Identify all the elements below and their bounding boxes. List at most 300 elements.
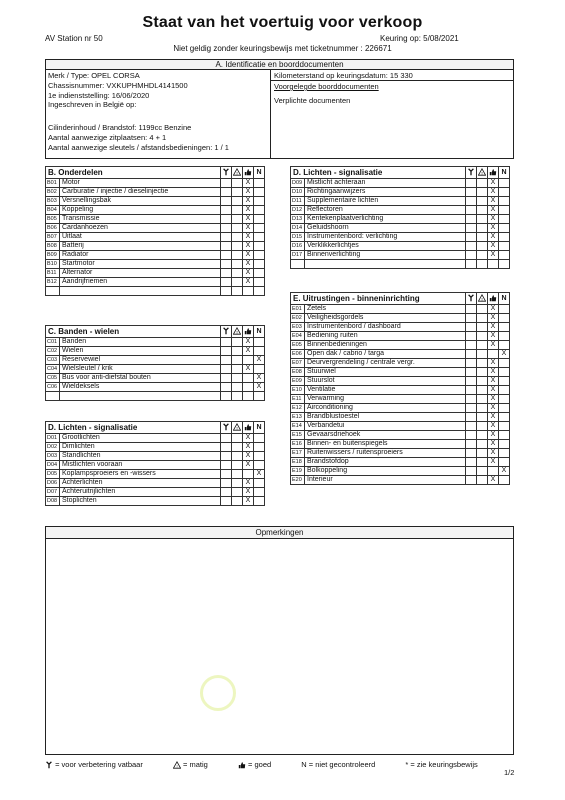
empty-cell bbox=[499, 179, 510, 188]
thumbs-up-icon bbox=[243, 422, 254, 434]
item-code: D03 bbox=[46, 452, 60, 461]
checklist-row bbox=[291, 197, 510, 206]
empty-cell bbox=[499, 449, 510, 458]
checkmark-x: X bbox=[254, 356, 265, 365]
item-code: E05 bbox=[291, 341, 305, 350]
empty-cell bbox=[254, 251, 265, 260]
checklist-row bbox=[46, 206, 265, 215]
thumbs-up-icon bbox=[488, 293, 499, 305]
not-checked-column-header: N bbox=[499, 167, 510, 179]
empty-cell bbox=[221, 224, 232, 233]
empty-cell bbox=[254, 242, 265, 251]
item-label: Uitlaat bbox=[60, 233, 221, 242]
empty-cell bbox=[477, 260, 488, 269]
checkmark-x: X bbox=[488, 305, 499, 314]
empty-cell bbox=[499, 197, 510, 206]
empty-cell bbox=[254, 434, 265, 443]
checklist-row bbox=[46, 287, 265, 296]
vehicle-make: Merk / Type: OPEL CORSA bbox=[48, 71, 140, 80]
empty-cell bbox=[488, 260, 499, 269]
item-label: Cardanhoezen bbox=[60, 224, 221, 233]
empty-cell bbox=[499, 206, 510, 215]
item-label: Standlichten bbox=[60, 452, 221, 461]
empty-cell bbox=[254, 269, 265, 278]
seat-count: Aantal aanwezige zitplaatsen: 4 + 1 bbox=[48, 133, 167, 142]
empty-cell bbox=[221, 461, 232, 470]
checkmark-x: X bbox=[499, 467, 510, 476]
item-label bbox=[305, 260, 466, 269]
empty-cell bbox=[254, 188, 265, 197]
checkmark-x: X bbox=[243, 179, 254, 188]
thumbs-up-icon bbox=[488, 167, 499, 179]
item-label: Instrumentenbord / dashboard bbox=[305, 323, 466, 332]
item-label: Open dak / cabrio / targa bbox=[305, 350, 466, 359]
checkmark-x: X bbox=[488, 323, 499, 332]
item-code: B09 bbox=[46, 251, 60, 260]
item-label: Reservewiel bbox=[60, 356, 221, 365]
empty-cell bbox=[221, 347, 232, 356]
checklist-row bbox=[291, 377, 510, 386]
item-label: Startmotor bbox=[60, 260, 221, 269]
item-code: D06 bbox=[46, 479, 60, 488]
empty-cell bbox=[499, 440, 510, 449]
empty-cell bbox=[254, 260, 265, 269]
checklist-row bbox=[46, 383, 265, 392]
item-code: C01 bbox=[46, 338, 60, 347]
checkmark-x: X bbox=[243, 434, 254, 443]
thumbs-up-icon bbox=[243, 326, 254, 338]
checklist-row bbox=[291, 368, 510, 377]
item-code bbox=[46, 287, 60, 296]
empty-cell bbox=[477, 197, 488, 206]
empty-cell bbox=[254, 287, 265, 296]
item-code: D17 bbox=[291, 251, 305, 260]
empty-cell bbox=[499, 368, 510, 377]
checkmark-x: X bbox=[243, 224, 254, 233]
empty-cell bbox=[221, 443, 232, 452]
checklist-row bbox=[291, 404, 510, 413]
item-label: Kentekenplaatverlichting bbox=[305, 215, 466, 224]
empty-cell bbox=[477, 386, 488, 395]
item-label bbox=[60, 287, 221, 296]
empty-cell bbox=[477, 206, 488, 215]
empty-cell bbox=[232, 356, 243, 365]
checkmark-x: X bbox=[488, 440, 499, 449]
empty-cell bbox=[243, 287, 254, 296]
checklist-row bbox=[291, 242, 510, 251]
item-code: B11 bbox=[46, 269, 60, 278]
empty-cell bbox=[499, 395, 510, 404]
checkmark-x: X bbox=[254, 470, 265, 479]
item-label: Mistlichten vooraan bbox=[60, 461, 221, 470]
empty-cell bbox=[477, 251, 488, 260]
checkmark-x: X bbox=[243, 242, 254, 251]
checklist-row bbox=[46, 461, 265, 470]
item-code: C02 bbox=[46, 347, 60, 356]
wrench-icon bbox=[221, 422, 232, 434]
item-code: C05 bbox=[46, 374, 60, 383]
checklist-row bbox=[46, 443, 265, 452]
empty-cell bbox=[499, 242, 510, 251]
item-label: Aandrijfriemen bbox=[60, 278, 221, 287]
engine-fuel: Cilinderinhoud / Brandstof: 1199cc Benzine bbox=[48, 123, 192, 132]
empty-cell bbox=[477, 476, 488, 485]
checklist-row bbox=[46, 233, 265, 242]
empty-cell bbox=[477, 377, 488, 386]
empty-cell bbox=[232, 374, 243, 383]
checklist-row bbox=[291, 431, 510, 440]
item-label: Koppeling bbox=[60, 206, 221, 215]
checklist-row bbox=[46, 374, 265, 383]
checkmark-x: X bbox=[243, 197, 254, 206]
item-code: E09 bbox=[291, 377, 305, 386]
item-code: E03 bbox=[291, 323, 305, 332]
empty-cell bbox=[499, 458, 510, 467]
empty-cell bbox=[477, 215, 488, 224]
item-label: Supplementaire lichten bbox=[305, 197, 466, 206]
section_d_right-title: D. Lichten - signalisatie bbox=[291, 167, 466, 179]
empty-cell bbox=[243, 383, 254, 392]
item-code: E13 bbox=[291, 413, 305, 422]
empty-cell bbox=[243, 392, 254, 401]
checkmark-x: X bbox=[488, 422, 499, 431]
empty-cell bbox=[499, 323, 510, 332]
empty-cell bbox=[499, 215, 510, 224]
section_b-title: B. Onderdelen bbox=[46, 167, 221, 179]
checkmark-x: X bbox=[488, 359, 499, 368]
empty-cell bbox=[254, 338, 265, 347]
item-label: Richtingaanwijzers bbox=[305, 188, 466, 197]
empty-cell bbox=[499, 224, 510, 233]
empty-cell bbox=[499, 314, 510, 323]
item-code: E15 bbox=[291, 431, 305, 440]
item-label: Reflectoren bbox=[305, 206, 466, 215]
empty-cell bbox=[221, 497, 232, 506]
empty-cell bbox=[232, 197, 243, 206]
checkmark-x: X bbox=[488, 242, 499, 251]
item-label: Motor bbox=[60, 179, 221, 188]
item-label: Koplampsproeiers en -wissers bbox=[60, 470, 221, 479]
empty-cell bbox=[466, 422, 477, 431]
item-code: D01 bbox=[46, 434, 60, 443]
empty-cell bbox=[232, 338, 243, 347]
checkmark-x: X bbox=[488, 251, 499, 260]
checkmark-x: X bbox=[243, 338, 254, 347]
item-code: D15 bbox=[291, 233, 305, 242]
section-identification bbox=[45, 59, 514, 159]
item-code: D04 bbox=[46, 461, 60, 470]
empty-cell bbox=[221, 338, 232, 347]
checkmark-x: X bbox=[488, 476, 499, 485]
watermark-seal bbox=[200, 675, 236, 711]
empty-cell bbox=[221, 233, 232, 242]
item-label: Airconditioning bbox=[305, 404, 466, 413]
empty-cell bbox=[477, 305, 488, 314]
empty-cell bbox=[466, 305, 477, 314]
empty-cell bbox=[221, 374, 232, 383]
checklist-row bbox=[46, 338, 265, 347]
empty-cell bbox=[221, 242, 232, 251]
empty-cell bbox=[254, 497, 265, 506]
warning-triangle-icon bbox=[232, 326, 243, 338]
empty-cell bbox=[254, 278, 265, 287]
empty-cell bbox=[232, 188, 243, 197]
empty-cell bbox=[254, 452, 265, 461]
checkmark-x: X bbox=[488, 386, 499, 395]
empty-cell bbox=[466, 215, 477, 224]
wrench-icon bbox=[45, 761, 53, 769]
empty-cell bbox=[254, 215, 265, 224]
empty-cell bbox=[254, 347, 265, 356]
empty-cell bbox=[477, 242, 488, 251]
empty-cell bbox=[466, 224, 477, 233]
checkmark-x: X bbox=[243, 461, 254, 470]
checkmark-x: X bbox=[243, 452, 254, 461]
empty-cell bbox=[243, 374, 254, 383]
legend-repair: = voor verbetering vatbaar bbox=[45, 760, 145, 769]
checkmark-x: X bbox=[488, 413, 499, 422]
legend-matig: ! = matig bbox=[173, 760, 210, 769]
checklist-row bbox=[291, 224, 510, 233]
empty-cell bbox=[221, 260, 232, 269]
empty-cell bbox=[232, 260, 243, 269]
page-number: 1/2 bbox=[504, 768, 515, 777]
checklist-row bbox=[291, 458, 510, 467]
checkmark-x: X bbox=[488, 341, 499, 350]
empty-cell bbox=[477, 395, 488, 404]
item-code: E16 bbox=[291, 440, 305, 449]
empty-cell bbox=[232, 233, 243, 242]
empty-cell bbox=[499, 251, 510, 260]
item-label: Batterij bbox=[60, 242, 221, 251]
checklist-uitrustingen bbox=[290, 292, 510, 485]
submitted-documents: Voorgelegde boorddocumenten bbox=[274, 82, 379, 91]
checklist-row bbox=[291, 305, 510, 314]
checklist-row bbox=[46, 242, 265, 251]
empty-cell bbox=[477, 404, 488, 413]
legend-niet-gecontroleerd: N = niet gecontroleerd bbox=[301, 760, 376, 769]
empty-cell bbox=[499, 233, 510, 242]
empty-cell bbox=[477, 332, 488, 341]
item-label: Stoplichten bbox=[60, 497, 221, 506]
checkmark-x: X bbox=[488, 395, 499, 404]
empty-cell bbox=[499, 188, 510, 197]
svg-text:!: ! bbox=[236, 170, 238, 176]
empty-cell bbox=[221, 479, 232, 488]
checkmark-x: X bbox=[254, 374, 265, 383]
empty-cell bbox=[477, 323, 488, 332]
wrench-icon bbox=[221, 167, 232, 179]
section_e-title: E. Uitrustingen - binneninrichting bbox=[291, 293, 466, 305]
thumbs-up-icon bbox=[243, 167, 254, 179]
checklist-row bbox=[46, 188, 265, 197]
checkmark-x: X bbox=[243, 206, 254, 215]
checkmark-x: X bbox=[488, 314, 499, 323]
empty-cell bbox=[466, 467, 477, 476]
item-code: D10 bbox=[291, 188, 305, 197]
item-label: Binnenverlichting bbox=[305, 251, 466, 260]
empty-cell bbox=[232, 443, 243, 452]
empty-cell bbox=[466, 323, 477, 332]
checklist-lichten-rechts bbox=[290, 166, 510, 269]
empty-cell bbox=[477, 431, 488, 440]
item-label: Geluidshoorn bbox=[305, 224, 466, 233]
item-code: E01 bbox=[291, 305, 305, 314]
item-code: B06 bbox=[46, 224, 60, 233]
odometer: Kilometerstand op keuringsdatum: 15 330 bbox=[274, 71, 413, 80]
empty-cell bbox=[477, 449, 488, 458]
empty-cell bbox=[477, 467, 488, 476]
item-code: B05 bbox=[46, 215, 60, 224]
item-code: B12 bbox=[46, 278, 60, 287]
empty-cell bbox=[232, 479, 243, 488]
empty-cell bbox=[466, 359, 477, 368]
empty-cell bbox=[232, 365, 243, 374]
empty-cell bbox=[221, 215, 232, 224]
item-label: Binnenbedieningen bbox=[305, 341, 466, 350]
empty-cell bbox=[232, 392, 243, 401]
item-label: Alternator bbox=[60, 269, 221, 278]
empty-cell bbox=[499, 305, 510, 314]
checklist-row bbox=[291, 251, 510, 260]
empty-cell bbox=[232, 488, 243, 497]
chassis-number: Chassisnummer: VXKUPHMHDL4141500 bbox=[48, 81, 188, 90]
item-label: Grootlichten bbox=[60, 434, 221, 443]
item-code: E04 bbox=[291, 332, 305, 341]
checklist-row bbox=[46, 179, 265, 188]
empty-cell bbox=[221, 488, 232, 497]
checklist-row bbox=[46, 365, 265, 374]
svg-text:!: ! bbox=[176, 763, 178, 769]
item-label: Wielsleutel / krik bbox=[60, 365, 221, 374]
item-code: C03 bbox=[46, 356, 60, 365]
empty-cell bbox=[221, 383, 232, 392]
checkmark-x: X bbox=[488, 179, 499, 188]
wrench-icon bbox=[466, 167, 477, 179]
empty-cell bbox=[477, 458, 488, 467]
empty-cell bbox=[243, 470, 254, 479]
validity-notice: Niet geldig zonder keuringsbewijs met ticketnummer : 226671 bbox=[173, 44, 392, 53]
checklist-row bbox=[291, 332, 510, 341]
empty-cell bbox=[232, 278, 243, 287]
checklist-banden-wielen bbox=[45, 325, 265, 401]
item-code: E07 bbox=[291, 359, 305, 368]
checklist-row bbox=[291, 179, 510, 188]
empty-cell bbox=[232, 461, 243, 470]
empty-cell bbox=[466, 314, 477, 323]
empty-cell bbox=[254, 233, 265, 242]
empty-cell bbox=[232, 452, 243, 461]
warning-triangle-icon bbox=[477, 167, 488, 179]
empty-cell bbox=[221, 197, 232, 206]
empty-cell bbox=[477, 359, 488, 368]
item-label: Wieldeksels bbox=[60, 383, 221, 392]
item-code: E18 bbox=[291, 458, 305, 467]
checklist-row bbox=[46, 347, 265, 356]
empty-cell bbox=[466, 431, 477, 440]
empty-cell bbox=[499, 413, 510, 422]
checklist-row bbox=[291, 359, 510, 368]
checkmark-x: X bbox=[488, 449, 499, 458]
page-title: Staat van het voertuig voor verkoop bbox=[142, 14, 423, 31]
not-checked-column-header: N bbox=[254, 422, 265, 434]
empty-cell bbox=[254, 197, 265, 206]
checklist-row bbox=[291, 314, 510, 323]
checkmark-x: X bbox=[488, 368, 499, 377]
checklist-row bbox=[291, 386, 510, 395]
empty-cell bbox=[254, 392, 265, 401]
empty-cell bbox=[221, 251, 232, 260]
item-label: Brandstofdop bbox=[305, 458, 466, 467]
empty-cell bbox=[232, 215, 243, 224]
item-label: Binnen- en buitenspiegels bbox=[305, 440, 466, 449]
checklist-row bbox=[291, 449, 510, 458]
empty-cell bbox=[499, 431, 510, 440]
checklist-row bbox=[291, 440, 510, 449]
empty-cell bbox=[466, 341, 477, 350]
empty-cell bbox=[477, 350, 488, 359]
item-code: E10 bbox=[291, 386, 305, 395]
checkmark-x: X bbox=[488, 377, 499, 386]
empty-cell bbox=[466, 206, 477, 215]
empty-cell bbox=[232, 251, 243, 260]
empty-cell bbox=[466, 233, 477, 242]
empty-cell bbox=[499, 476, 510, 485]
required-documents: Verplichte documenten bbox=[274, 96, 351, 105]
empty-cell bbox=[232, 383, 243, 392]
checkmark-x: X bbox=[243, 251, 254, 260]
checkmark-x: X bbox=[254, 383, 265, 392]
empty-cell bbox=[232, 470, 243, 479]
warning-triangle-icon bbox=[477, 293, 488, 305]
checkmark-x: X bbox=[488, 215, 499, 224]
item-code: B03 bbox=[46, 197, 60, 206]
item-label bbox=[60, 392, 221, 401]
item-label: Bolkoppeling bbox=[305, 467, 466, 476]
checklist-row bbox=[291, 233, 510, 242]
item-label: Banden bbox=[60, 338, 221, 347]
item-label: Stuurwiel bbox=[305, 368, 466, 377]
warning-triangle-icon bbox=[173, 761, 181, 769]
empty-cell bbox=[499, 422, 510, 431]
checklist-row bbox=[46, 356, 265, 365]
item-label: Radiator bbox=[60, 251, 221, 260]
item-label: Ruitenwissers / ruitensproeiers bbox=[305, 449, 466, 458]
empty-cell bbox=[488, 467, 499, 476]
empty-cell bbox=[466, 368, 477, 377]
checkmark-x: X bbox=[243, 365, 254, 374]
empty-cell bbox=[232, 269, 243, 278]
not-checked-column-header: N bbox=[254, 326, 265, 338]
checklist-row bbox=[46, 452, 265, 461]
checkmark-x: X bbox=[243, 488, 254, 497]
wrench-icon bbox=[221, 326, 232, 338]
item-label: Interieur bbox=[305, 476, 466, 485]
checklist-row bbox=[291, 395, 510, 404]
key-count: Aantal aanwezige sleutels / afstandsbedieningen: 1 / 1 bbox=[48, 143, 229, 152]
not-checked-column-header: N bbox=[254, 167, 265, 179]
empty-cell bbox=[466, 458, 477, 467]
legend bbox=[45, 760, 525, 769]
checklist-row bbox=[46, 224, 265, 233]
checklist-row bbox=[291, 341, 510, 350]
empty-cell bbox=[477, 341, 488, 350]
checklist-row bbox=[46, 497, 265, 506]
first-registration: 1e indienststelling: 16/06/2020 bbox=[48, 91, 150, 100]
checklist-row bbox=[46, 434, 265, 443]
checklist-row bbox=[46, 392, 265, 401]
checklist-row bbox=[291, 350, 510, 359]
